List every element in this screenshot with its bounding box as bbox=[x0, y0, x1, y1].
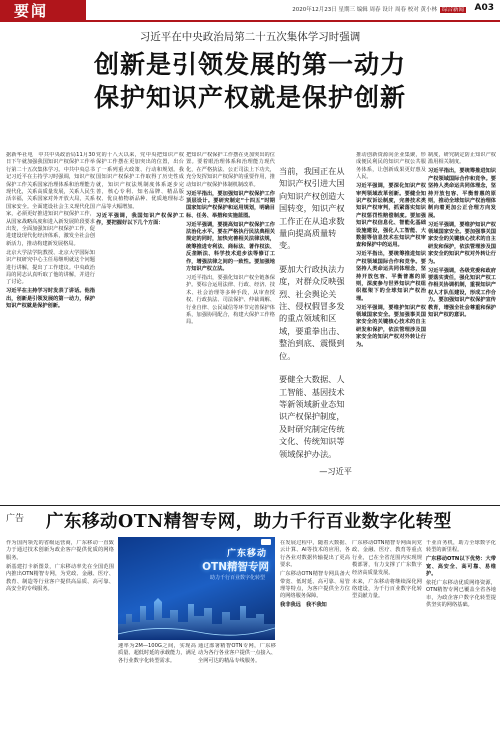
paragraph: 广东移动OTN精智专网面向党政、金融、医疗、教育等重点行业，已在全省范围内实现规模部署，有力支撑了广东数字经济高质量发展。 bbox=[352, 540, 422, 576]
paragraph: 未来，广东移动将继续深化网络建设，为千行百业数字化转型贡献力量。 bbox=[352, 578, 422, 600]
paragraph: 作为国内领先的省级运营商，广东移动一直致力于通过技术创新为政企客户提供优质的网络服务。 bbox=[6, 540, 114, 561]
paragraph: 把知识产权保护工作摆在更加突出的位置。要着眼治理体系和治理能力现代化，在严格执法、公正司法上下功夫，充分发挥知识产权保护的重要作用，推动知识产权保护体制机制改革。 bbox=[186, 152, 275, 188]
ad-image-headline: OTN精智专网 bbox=[202, 561, 269, 573]
section-tag: 综合新闻 bbox=[441, 7, 464, 13]
paragraph: 习近平强调，要维护知识产权领域国家安全。要加强事关国家安全的关键核心技术的自主研发和保护，依法管理涉及国家安全的知识产权对外转让行为。 bbox=[428, 221, 496, 265]
ad-label: 广告 bbox=[6, 514, 25, 524]
pull-quote-2: 要加大行政执法力度，对群众反映强烈、社会舆论关注、侵权假冒多发的重点领域和区域，要重拳出击、整治到底、震慑到位。 bbox=[279, 263, 345, 361]
article-column-1b bbox=[96, 152, 184, 500]
paragraph: 习近平指出，要加强知识产权保护工作顶层设计。要研究制定“十四五”时期国家知识产权保护和运用规划，明确目标、任务、举措和实施蓝图。 bbox=[186, 190, 275, 219]
paragraph: 习近平强调，各级党委和政府要落实责任，强化知识产权工作相关协调机制，重视知识产权人才队伍建设，形成工作合力。要加强知识产权保护宣传教育，增强全社会尊重和保护知识产权的意识。 bbox=[428, 267, 496, 319]
ad-column-5 bbox=[426, 540, 496, 745]
pull-quote-3: 要健全大数据、人工智能、基因技术等新领域新业态知识产权保护制度，及时研究制定传统文化、传统知识等领域保护办法。 bbox=[279, 374, 345, 459]
paragraph: 习近平强调，要维护知识产权领域国家安全。要加强事关国家安全的关键核心技术的自主研发和保护，依法管理涉及国家安全的知识产权对外转让行为。 bbox=[356, 304, 426, 348]
paragraph: 党的十八大以来，党中央把知识产权保护工作摆在更加突出的位置，出台了一系列重大政策、行动和规划。我国知识产权保护工作取得了历史性成就，知识产权法规制度体系逐步完善，核心专利、知名品牌、精品版权、优良植物新品种、优质地理标志产品等大幅增加。 bbox=[96, 152, 184, 210]
paragraph: 习近平强调，要提高知识产权保护工作法治化水平。要在严格执行民法典相关规定的同时，加快完善相关法律法规，统筹推进专利法、商标法、著作权法、反垄断法、科学技术进步法等修订工作，增强法律之间的一致性。要加强地方知识产权立法。 bbox=[186, 221, 275, 273]
header-meta: 2020年12月23日 星期三 编辑 周春 设计 周春 校对 黄小林 综合新闻 bbox=[292, 7, 464, 13]
paragraph: 习近平在主持学习时发表了讲话。他指出，创新是引领发展的第一动力，保护知识产权就是保护创新。 bbox=[6, 288, 95, 310]
paragraph: 习近平指出，要统筹推进知识产权领域国际合作和竞争。要坚持人类命运共同体理念，坚持开放包容、平衡普惠的原则，推动全球知识产权治理体制向着更加公正合理方向发展。 bbox=[428, 168, 496, 219]
city-skyline-icon bbox=[118, 594, 275, 640]
main-title-line-2: 保护知识产权就是保护创新 bbox=[93, 83, 406, 112]
ad-image-brand: 广东移动 bbox=[226, 549, 267, 559]
ad-column-3 bbox=[280, 540, 350, 745]
article-column-5 bbox=[428, 152, 496, 500]
ad-image-tagline: 助力千行百业数字化转型 bbox=[209, 575, 265, 581]
paragraph: 推动创新资源向企业集聚，形成便民利民的知识产权公共服务体系，让创新成果更好惠及人民。 bbox=[356, 152, 426, 181]
article-column-2 bbox=[186, 152, 275, 500]
article-column-4 bbox=[356, 152, 426, 500]
ad-column-4 bbox=[352, 540, 422, 745]
paragraph: 在发展过程中，随着大数据、云计算、AI等技术的应用，各行各业对数据传输提出了更高要求。 bbox=[280, 540, 350, 569]
paragraph: 速率为2M—100G之间，实现高质量、超低时延的承载能力，满足各行业数字化转型需求。 bbox=[118, 643, 196, 664]
ad-column-2 bbox=[118, 643, 196, 745]
header-rule bbox=[86, 0, 500, 22]
pull-quote bbox=[279, 165, 352, 488]
lead-title: 习近平在中央政治局第二十五次集体学习时强调 bbox=[139, 31, 361, 43]
paragraph: 习近平强调，要深化知识产权审判领域改革创新。要健全知识产权诉讼制度，完善技术类知识产权审判，抓紧落实知识产权惩罚性赔偿制度。要加强知识产权信息化、智能化基础设施建设，强化人工智能、大数据等信息技术在知识产权审查和保护中的运用。 bbox=[356, 183, 426, 249]
paragraph: 我非我远 我不我知 bbox=[280, 602, 327, 609]
section-tab bbox=[0, 0, 86, 22]
pull-quote-1: 当前，我国正在从知识产权引进大国向知识产权创造大国转变，知识产权工作正在从追求数量向提高质量转变。 bbox=[279, 166, 345, 251]
ad-title: 广东移动OTN精智专网，助力千行百业数字化转型 bbox=[46, 512, 452, 532]
paragraph: 习近平指出，要统筹推进知识产权领域国际合作和竞争。要坚持人类命运共同体理念，坚持开放包容、平衡普惠的原则，深度参与世界知识产权组织框架下的全球知识产权治理。 bbox=[356, 251, 426, 302]
page-number: A03 bbox=[474, 3, 494, 13]
paragraph: 习近平强调，我国知识产权保护工作，要把握好以下几个方面： bbox=[96, 212, 184, 227]
brand-logo-icon bbox=[261, 539, 271, 545]
paragraph: 新基建打卡新图景，广东移动率先在全国范围内推出OTN精智专网，为党政、金融、医疗、教育、制造等行业客户提供高品质、高可靠、高安全的专线服务。 bbox=[6, 563, 114, 592]
article-column-1 bbox=[6, 152, 95, 500]
ad-column-1 bbox=[6, 540, 114, 745]
section-divider bbox=[0, 505, 500, 506]
pull-quote-author: —习近平 bbox=[319, 465, 352, 476]
paragraph: 习近平指出，要强化知识产权全链条保护。要综合运用法律、行政、经济、技术、社会治理等多种手段，从审查授权、行政执法、司法保护、仲裁调解、行业自律、公民诚信等环节完善保护体系，加强协同配合，构建大保护工作格局。 bbox=[186, 275, 275, 326]
ad-image bbox=[118, 537, 275, 640]
paragraph: 据新华社电 中共中央政治局11月30日下午就加强我国知识产权保护工作举行第二十五次集体学习。中共中央总书记习近平在主持学习时强调，知识产权保护工作关系国家治理体系和治理能力现代化，关系高质量发展，关系人民生活幸福，关系国家对外开放大局，关系国家安全。全面建设社会主义现代化国家，必须更好推进知识产权保护工作，从国家战略高度和进入新发展阶段要求出发，全面加强知识产权保护工作，促进建设现代化经济体系，激发全社会创新活力，推动构建新发展格局。 bbox=[6, 152, 95, 247]
paragraph: 广东移动OTN精智专网具备大带宽、低时延、高可靠、易管理等特点，为客户提供全方位的网络服务保障。 bbox=[280, 571, 350, 600]
paragraph: 广东移动OTN以下优势：大带宽、高安全、高可靠、易维护。 bbox=[426, 556, 496, 578]
paragraph: 北京大学法学院教授、北京大学国际知识产权研究中心主任易继明就这个问题进行讲解，提出了工作建议。中央政治局的同志认真听取了他的讲解，并进行了讨论。 bbox=[6, 249, 95, 286]
paragraph: 通过部署精智OTN专网，广东移动为各行各业客户提供一点接入、全网可达的精品专线服务。 bbox=[198, 643, 276, 664]
ad-column-2b bbox=[198, 643, 276, 745]
main-title-line-1: 创新是引领发展的第一动力 bbox=[93, 50, 406, 79]
paragraph: 千业百务机，助力全球数字化转型的新里程。 bbox=[426, 540, 496, 554]
section-name: 要闻 bbox=[14, 2, 49, 20]
paragraph: 依托广东移动优质网络资源，OTN精智专网已覆盖全省各地市，为政企客户数字化转型提供坚实的网络基础。 bbox=[426, 580, 496, 609]
paragraph: 制度，研究制定防止知识产权滥用相关制度。 bbox=[428, 152, 496, 166]
